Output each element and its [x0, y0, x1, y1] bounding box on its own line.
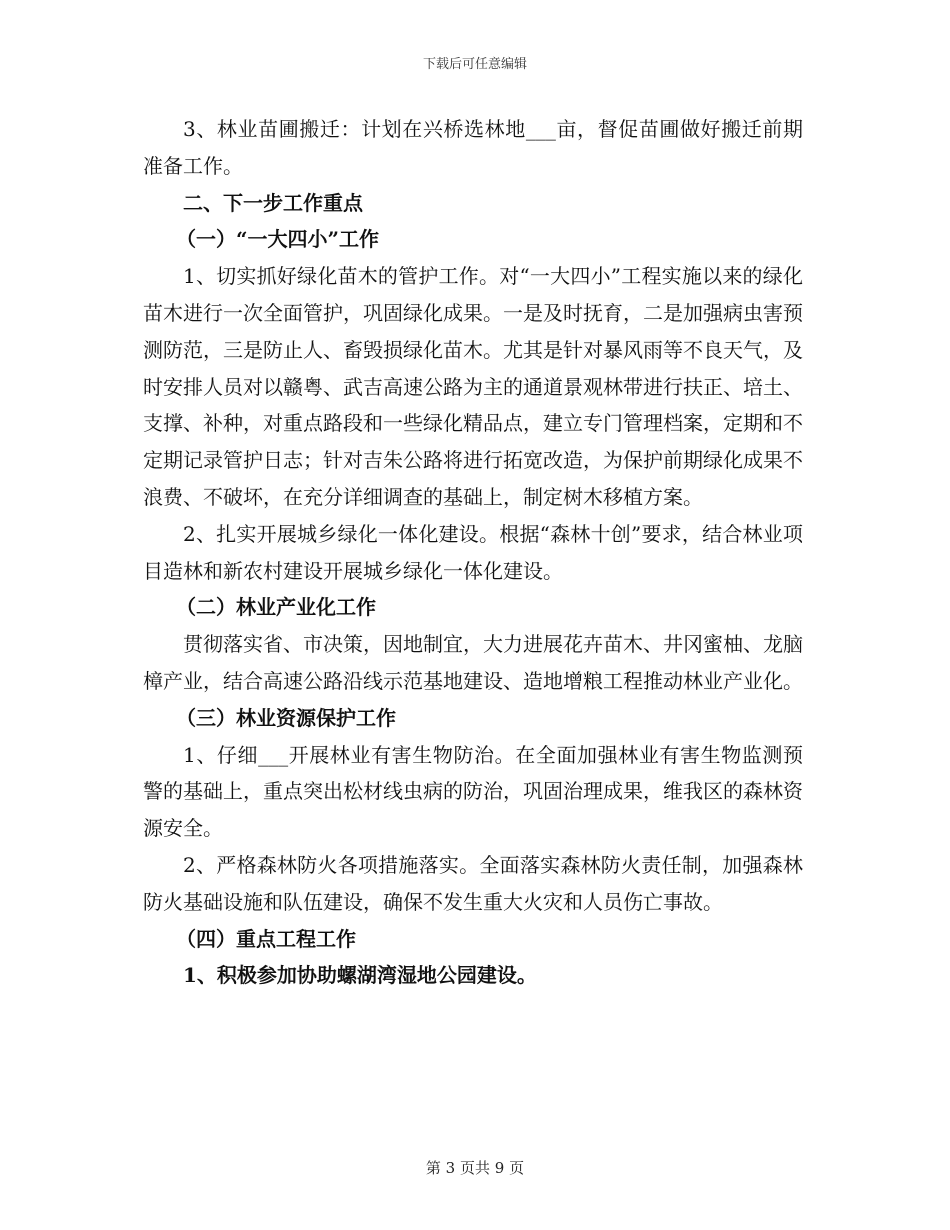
paragraph-urban-rural-greening: 2、扎实开展城乡绿化一体化建设。根据“森林十创”要求，结合林业项目造林和新农村建设开展城乡绿化一体化建设。 — [143, 521, 803, 583]
paragraph-nursery-relocation: 3、林业苗圃搬迁：计划在兴桥选林地___亩，督促苗圃做好搬迁前期准备工作。 — [143, 117, 803, 178]
page-header: 下载后可任意编辑 — [422, 57, 527, 72]
section-heading-next-steps: 二、下一步工作重点 — [183, 190, 363, 215]
page-footer: 第 3 页共 9 页 — [425, 1159, 525, 1177]
subheading-forestry-industrialization: （二）林业产业化工作 — [176, 595, 376, 620]
paragraph-seedling-management: 1、切实抓好绿化苗木的管护工作。对“一大四小”工程实施以来的绿化苗木进行一次全面管护，巩固绿化成果。一是及时抚育，二是加强病虫害预测防范，三是防止人、畜毁损绿化苗木。尤其是针对暴风雨等不良天气，及时安排人员对以赣粤、武吉高速公路为主的通道景观林带进行扶正、培土、支撑、补种，对重点路段和一些绿化精品点，建立专门管理档案，定期和不定期记录管护日志；针对吉朱公路将进行拓宽改造，为保护前期绿化成果不浪费、不破坏，在充分详细调查的基础上，制定树木移植方案。 — [143, 264, 803, 509]
document-body — [143, 111, 803, 994]
paragraph-industry-development: 贯彻落实省、市决策，因地制宜，大力进展花卉苗木、井冈蜜柚、龙脑樟产业，结合高速公路沿线示范基地建设、造地增粮工程推动林业产业化。 — [143, 632, 803, 693]
subheading-key-projects: （四）重点工程工作 — [176, 926, 356, 951]
paragraph-wetland-park: 1、积极参加协助螺湖湾湿地公园建设。 — [183, 963, 537, 988]
paragraph-fire-prevention: 2、严格森林防火各项措施落实。全面落实森林防火责任制，加强森林防火基础设施和队伍建设，确保不发生重大火灾和人员伤亡事故。 — [143, 852, 803, 914]
subheading-resource-protection: （三）林业资源保护工作 — [176, 705, 396, 730]
subheading-one-big-four-small: （一）“一大四小”工作 — [176, 227, 380, 252]
paragraph-pest-control: 1、仔细___开展林业有害生物防治。在全面加强林业有害生物监测预警的基础上，重点突出松材线虫病的防治，巩固治理成果，维我区的森林资源安全。 — [143, 742, 803, 841]
